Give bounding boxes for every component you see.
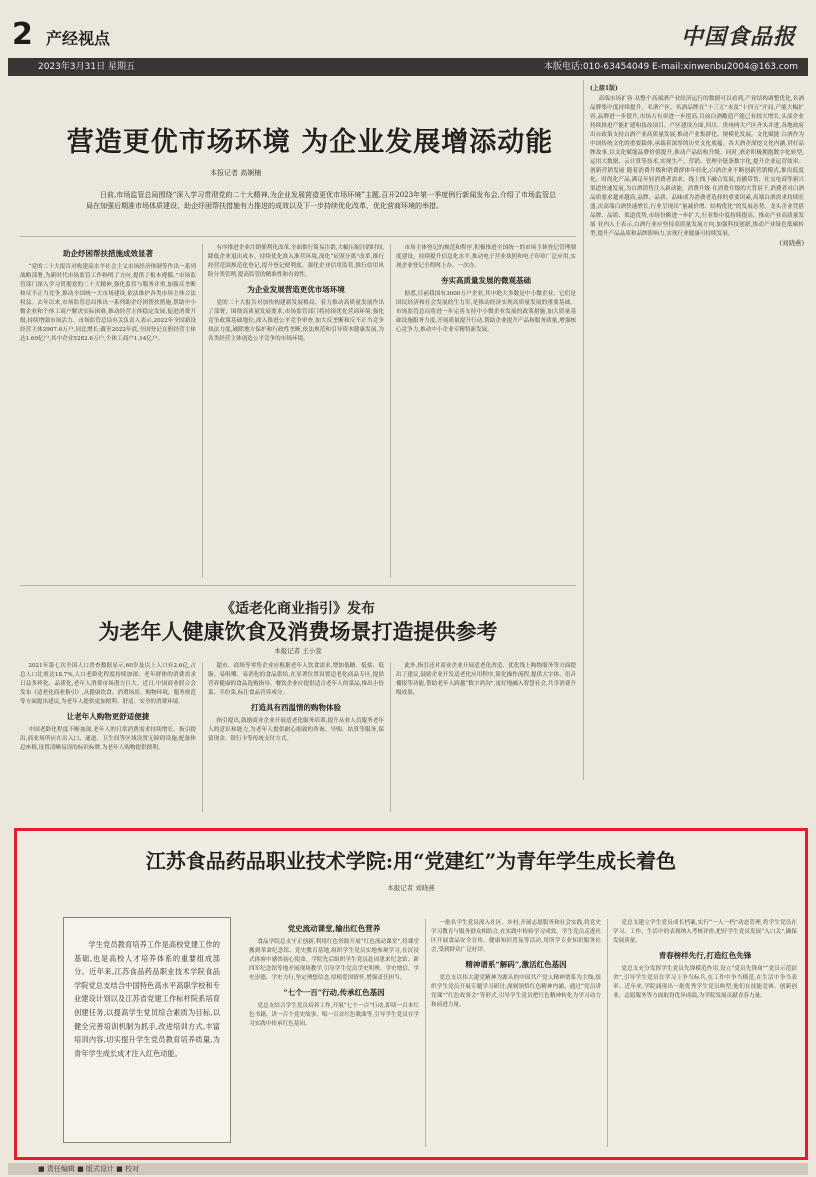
column-divider: [390, 662, 391, 812]
article1-byline: 本报记者 高娴楠: [210, 169, 262, 177]
article2-byline: 本报记者 王小萱: [274, 647, 322, 655]
right-column-article: [590, 84, 804, 779]
divider: [20, 585, 576, 586]
article3-paragraph: 一批名学生党员深入社区、乡村,开展志愿服务和社会实践,将党史学习教育与服务群众相结合,在实践中检验学习成效。学生党员走进社区开展食品安全宣传、健康知识普及等活动,用所学专业知识服务社会,受到群众广泛好评。: [431, 920, 601, 953]
article3-column-1: [249, 919, 419, 1147]
article2-paragraph: 指引提出,鼓励商业企业开展适老化服务培训,提升从业人员服务老年人的意识和能力,为老年人提供耐心细致的咨询、导购、结算等服务,保留现金、银行卡等传统支付方式。: [208, 718, 384, 742]
article1-paragraph: 有序推进企业注销便利化改革,全面推行简易注销,大幅压缩注销时间,降低企业退出成本。持续优化准入准营环境,深化“证照分离”改革,推行经营范围规范化登记,提升登记便利度。强化企业信用监管,推行信用风险分类管理,提高监管的精准性和有效性。: [208, 245, 384, 278]
article1-paragraph: 据悉,目前我国有3000万户企业,其中绝大多数是中小微企业。它们是国民经济和社会发展的生力军,是推动经济实现高质量发展的重要基础。市场监管总局将进一步完善支持中小微企业发展的政策措施,加大质量基础设施服务力度,开展质量提升行动,帮助企业提升产品和服务质量,增强核心竞争力,推动中小企业专精特新发展。: [396, 291, 576, 333]
divider: [20, 236, 576, 237]
article3-paragraph: 食品学院总支守正创新,利用红色资源开展“红色流动课堂”,将课堂搬到革命纪念馆、党史教育基地,组织学生党员实地参观学习,在沉浸式体验中感悟初心使命。学院先后组织学生党员赴周恩来纪念馆、新四军纪念馆等地开展现场教学,引导学生党员学史明理、学史增信、学史崇德、学史力行,坚定理想信念,厚植爱国情怀,增强责任担当。: [249, 939, 419, 981]
article2-column-1: [20, 662, 196, 812]
article3-byline: 本报记者 刘晓燕: [387, 884, 435, 892]
article3-paragraph: 党总支以伟大建党精神为源头的中国共产党人精神谱系为主线,组织学生党员开展专题学习研讨,深刻领悟红色精神内涵。通过“党员讲党课”“红色故事会”等形式,引导学生党员把红色精神转化为学习动力和前进力量。: [431, 975, 601, 1008]
column-divider: [202, 244, 203, 578]
article3-paragraph: 党总支结合学生党员培养工作,开展“七个一百”行动,即读一百本红色书籍、讲一百个党史故事、唱一百首红色歌曲等,引导学生党员在学习实践中传承红色基因。: [249, 1003, 419, 1027]
article3-lead: 学生党员教育培养工作是高校党建工作的基础,也是高校人才培养体系的重要组成部分。近年来,江苏食品药品职业技术学院食品学院党总支结合中国特色高水平高职学校和专业建设计划以及江苏省党建工作标杆院系培育创建任务,以提高学生党员综合素质为目标,以健全完善培训机制为抓手,改进培训方式,丰富培训内容,切实提升学生党员教育培养质量,为青年学生成长成才注入红色动能。: [74, 940, 220, 1058]
article2-kicker: 《适老化商业指引》发布: [221, 601, 375, 617]
article1-subhead-1: 助企纾困帮扶措施成效显著: [63, 249, 153, 258]
article1-subhead-2: 为企业发展营造更优市场环境: [247, 285, 345, 294]
highlighted-article-box: [14, 828, 808, 1160]
article3-title: 江苏食品药品职业技术学院:用“党建红”为青年学生成长着色: [145, 849, 677, 873]
page-number: 2: [12, 17, 33, 52]
contact-info: 本版电话:010-63454049 E-mail:xinwenbu2004@163.com: [543, 62, 798, 72]
masthead: [8, 18, 808, 60]
newspaper-logo: 中国食品报: [680, 24, 796, 50]
article2-subhead-2: 打造具有西温情的购物体验: [251, 703, 341, 712]
article3-column-2: [431, 919, 601, 1147]
right-column-body: 高端市场扩容 从整个高端酒产业经济运行的数据可以看到,产业结构调整优化,名酒品牌集中度持续提升。名酒产区、名酒品牌在“十三五”末及“十四五”开局,产能大幅扩容,品牌进一步提升,市场占有率进一步提高,目前白酒酿造产能已有较大增长,头部企业持续推进产能扩建和技改项目。产区建设方面,四川、贵州两大产区齐头并进,各地政府出台政策支持白酒产业高质量发展,推动产业集群化、规模化发展。文化赋能 白酒作为中国传统文化的重要载体,承载着深厚的历史文化底蕴。各大酒企深挖文化内涵,讲好品牌故事,以文化赋能品牌价值提升,推动产品结构升级。同时,酒企积极拥抱数字化转型,运用大数据、云计算等技术,实现生产、营销、管理全链条数字化,提升企业运营效率。创新营销发展 随着消费升级和消费群体年轻化,白酒企业不断创新营销模式,推出低度化、时尚化产品,满足年轻消费者需求。线上线下融合发展,直播带货、社交电商等新兴渠道快速发展,为白酒销售注入新动能。消费升级 在消费升级的大背景下,消费者对白酒品质要求越来越高,品牌、品质、品味成为消费者选择的重要因素,高端白酒需求持续旺盛,次高端白酒快速增长,行业呈现出“量减价增、结构优化”的发展态势。龙头企业凭借品牌、品质、渠道优势,市场份额进一步扩大,行业集中度持续提高。推动产业高质量发展 业内人士表示,白酒行业应坚持高质量发展方向,加强科技创新,推动产业绿色低碳转型,提升产品品质和品牌影响力,实现行业健康可持续发展。: [590, 96, 804, 237]
article3-paragraph: 党总支建立学生党员成长档案,实行“一人一档”动态管理,将学生党员在学习、工作、生活中的表现纳入考核评价,把好学生党员发展“入口关”,确保发展质量。: [613, 920, 797, 944]
article1-column-2: [208, 244, 384, 578]
right-column-author: (刘晓燕): [779, 239, 804, 247]
article2-column-3: [396, 662, 576, 812]
article1-subhead-3: 夯实高质量发展的微观基础: [441, 276, 531, 285]
article1-paragraph: 党的二十大报告对加快构建新发展格局、着力推动高质量发展作出了部署。围绕高质量发展要求,市场监管部门将持续优化营商环境,强化竞争政策基础地位,深入推进公平竞争审查,加大反垄断和反不正当竞争执法力度,破除地方保护和行政性垄断,依法规范和引导资本健康发展,为各类经营主体创造公平竞争的市场环境。: [208, 300, 384, 342]
article3-lead-box: [63, 917, 231, 1143]
column-divider: [607, 919, 608, 1147]
article1-column-3: [396, 244, 576, 578]
article2-column-2: [208, 662, 384, 812]
bottom-credit-bar: ■ 责任编辑 ■ 版式设计 ■ 校对: [8, 1163, 808, 1175]
article3-paragraph: 党总支充分发挥学生党员先锋模范作用,设立“党员先锋岗”“党员示范宿舍”,引导学生党员在学习上争当标兵,在工作中争当模范,在生活中争当表率。近年来,学院涌现出一批优秀学生党员典型,他们在技能竞赛、创新创业、志愿服务等方面取得优异成绩,为学院发展贡献青春力量。: [613, 966, 797, 999]
section-title: 产经视点: [46, 29, 111, 48]
column-divider: [202, 662, 203, 812]
article1-column-1: [20, 244, 196, 578]
article1-paragraph: “党的二十大报告对构建高水平社会主义市场经济体制等作出一系列战略部署,为新时代市场监管工作指明了方向,提供了根本遵循。”市场监管部门深入学习贯彻党的二十大精神,强化监管与服务并重,加强反垄断和反不正当竞争,推动全国统一大市场建设,依法维护各类市场主体合法权益。去年以来,市场监管总局推出一系列助企纾困帮扶措施,帮助中小微企业和个体工商户解决实际困难,推动经营主体稳定发展,促进消费升级,持续增强市场活力。市场监管总局有关负责人表示,2022年全国新设经营主体2907.6万户,同比增长;截至2022年底,全国登记在册经营主体达1.69亿户,其中企业5282.6万户,个体工商户1.14亿户。: [20, 264, 196, 342]
column-divider: [390, 244, 391, 578]
article3-column-3: [613, 919, 797, 1147]
article3-subhead-1: 党史流动课堂,输出红色营养: [287, 924, 381, 933]
article3-subhead-2: “七个一百”行动,传承红色基因: [283, 988, 385, 997]
column-divider: [583, 80, 584, 780]
article2-paragraph: 超市、商场等零售企业应根据老年人饮食需求,增加低糖、低盐、低脂、易咀嚼、易消化的食品供给,在显著位置设置适老化商品专区,提供营养健康的食品选购指导。餐饮企业应提供适合老年人的菜品,推出小份菜、半份菜,标注食品营养成分。: [208, 663, 384, 696]
article2-subhead-1: 让老年人购物更舒适便捷: [66, 712, 150, 721]
masthead-info-bar: [8, 58, 808, 76]
article3-subhead-4: 青春榜样先行,打造红色先锋: [658, 951, 752, 960]
column-divider: [425, 919, 426, 1147]
article1-title: 营造更优市场环境 为企业发展增添动能: [66, 127, 554, 158]
article2-paragraph: 中国老龄化程度不断加深,老年人的日常消费需求持续增长。指引提出,商业场所应在出入口、通道、卫生间等区域设置无障碍设施,配备休息座椅,设置清晰易读的标识标牌,为老年人购物提供便利。: [20, 727, 196, 751]
article2-paragraph: 2021年第七次全国人口普查数据显示,60岁及以上人口有2.6亿,占总人口比重达18.7%,人口老龄化程度持续加深。老年群体的消费需求日益多样化、品质化,老年人消费市场潜力巨大。近日,中国商业联合会发布《适老化商业指引》,从健康饮食、消费场景、购物环境、服务规范等方面提出建议,为老年人提供更加便利、舒适、安全的消费环境。: [20, 663, 196, 705]
article2-paragraph: 此外,指引还对商业企业开展适老化改造、优化线上购物服务等方面提出了建议,鼓励企业开发适老化应用程序,简化操作流程,提供大字体、语音播报等功能,帮助老年人跨越“数字鸿沟”,更好地融入智慧社会,共享消费升级成果。: [396, 663, 576, 696]
continued-from-label: (上接1版): [590, 85, 618, 92]
article1-paragraph: 市场主体登记的规范和程序,积极推进全国统一的市场主体登记管理制度建设。持续提升信息化水平,推动电子营业执照和电子印章广泛应用,实现企业登记全程网上办、一次办。: [396, 245, 576, 269]
article2-title: 为老年人健康饮食及消费场景打造提供参考: [98, 619, 498, 644]
article1-lead: 日前,市场监管总局围绕“深入学习贯彻党的二十大精神,为企业发展营造更优市场环境”主题,召开2023年第一季度例行新闻发布会,介绍了市场监管总局在加强后期准市场体质建设、助企纾困帮扶措施有力推进的成效以及下一步持续优化改革、优化营商环境的举措。: [86, 191, 556, 210]
issue-date: 2023年3月31日 星期五: [38, 62, 135, 72]
article3-subhead-3: 精神谱系“解码”,激活红色基因: [465, 960, 567, 969]
